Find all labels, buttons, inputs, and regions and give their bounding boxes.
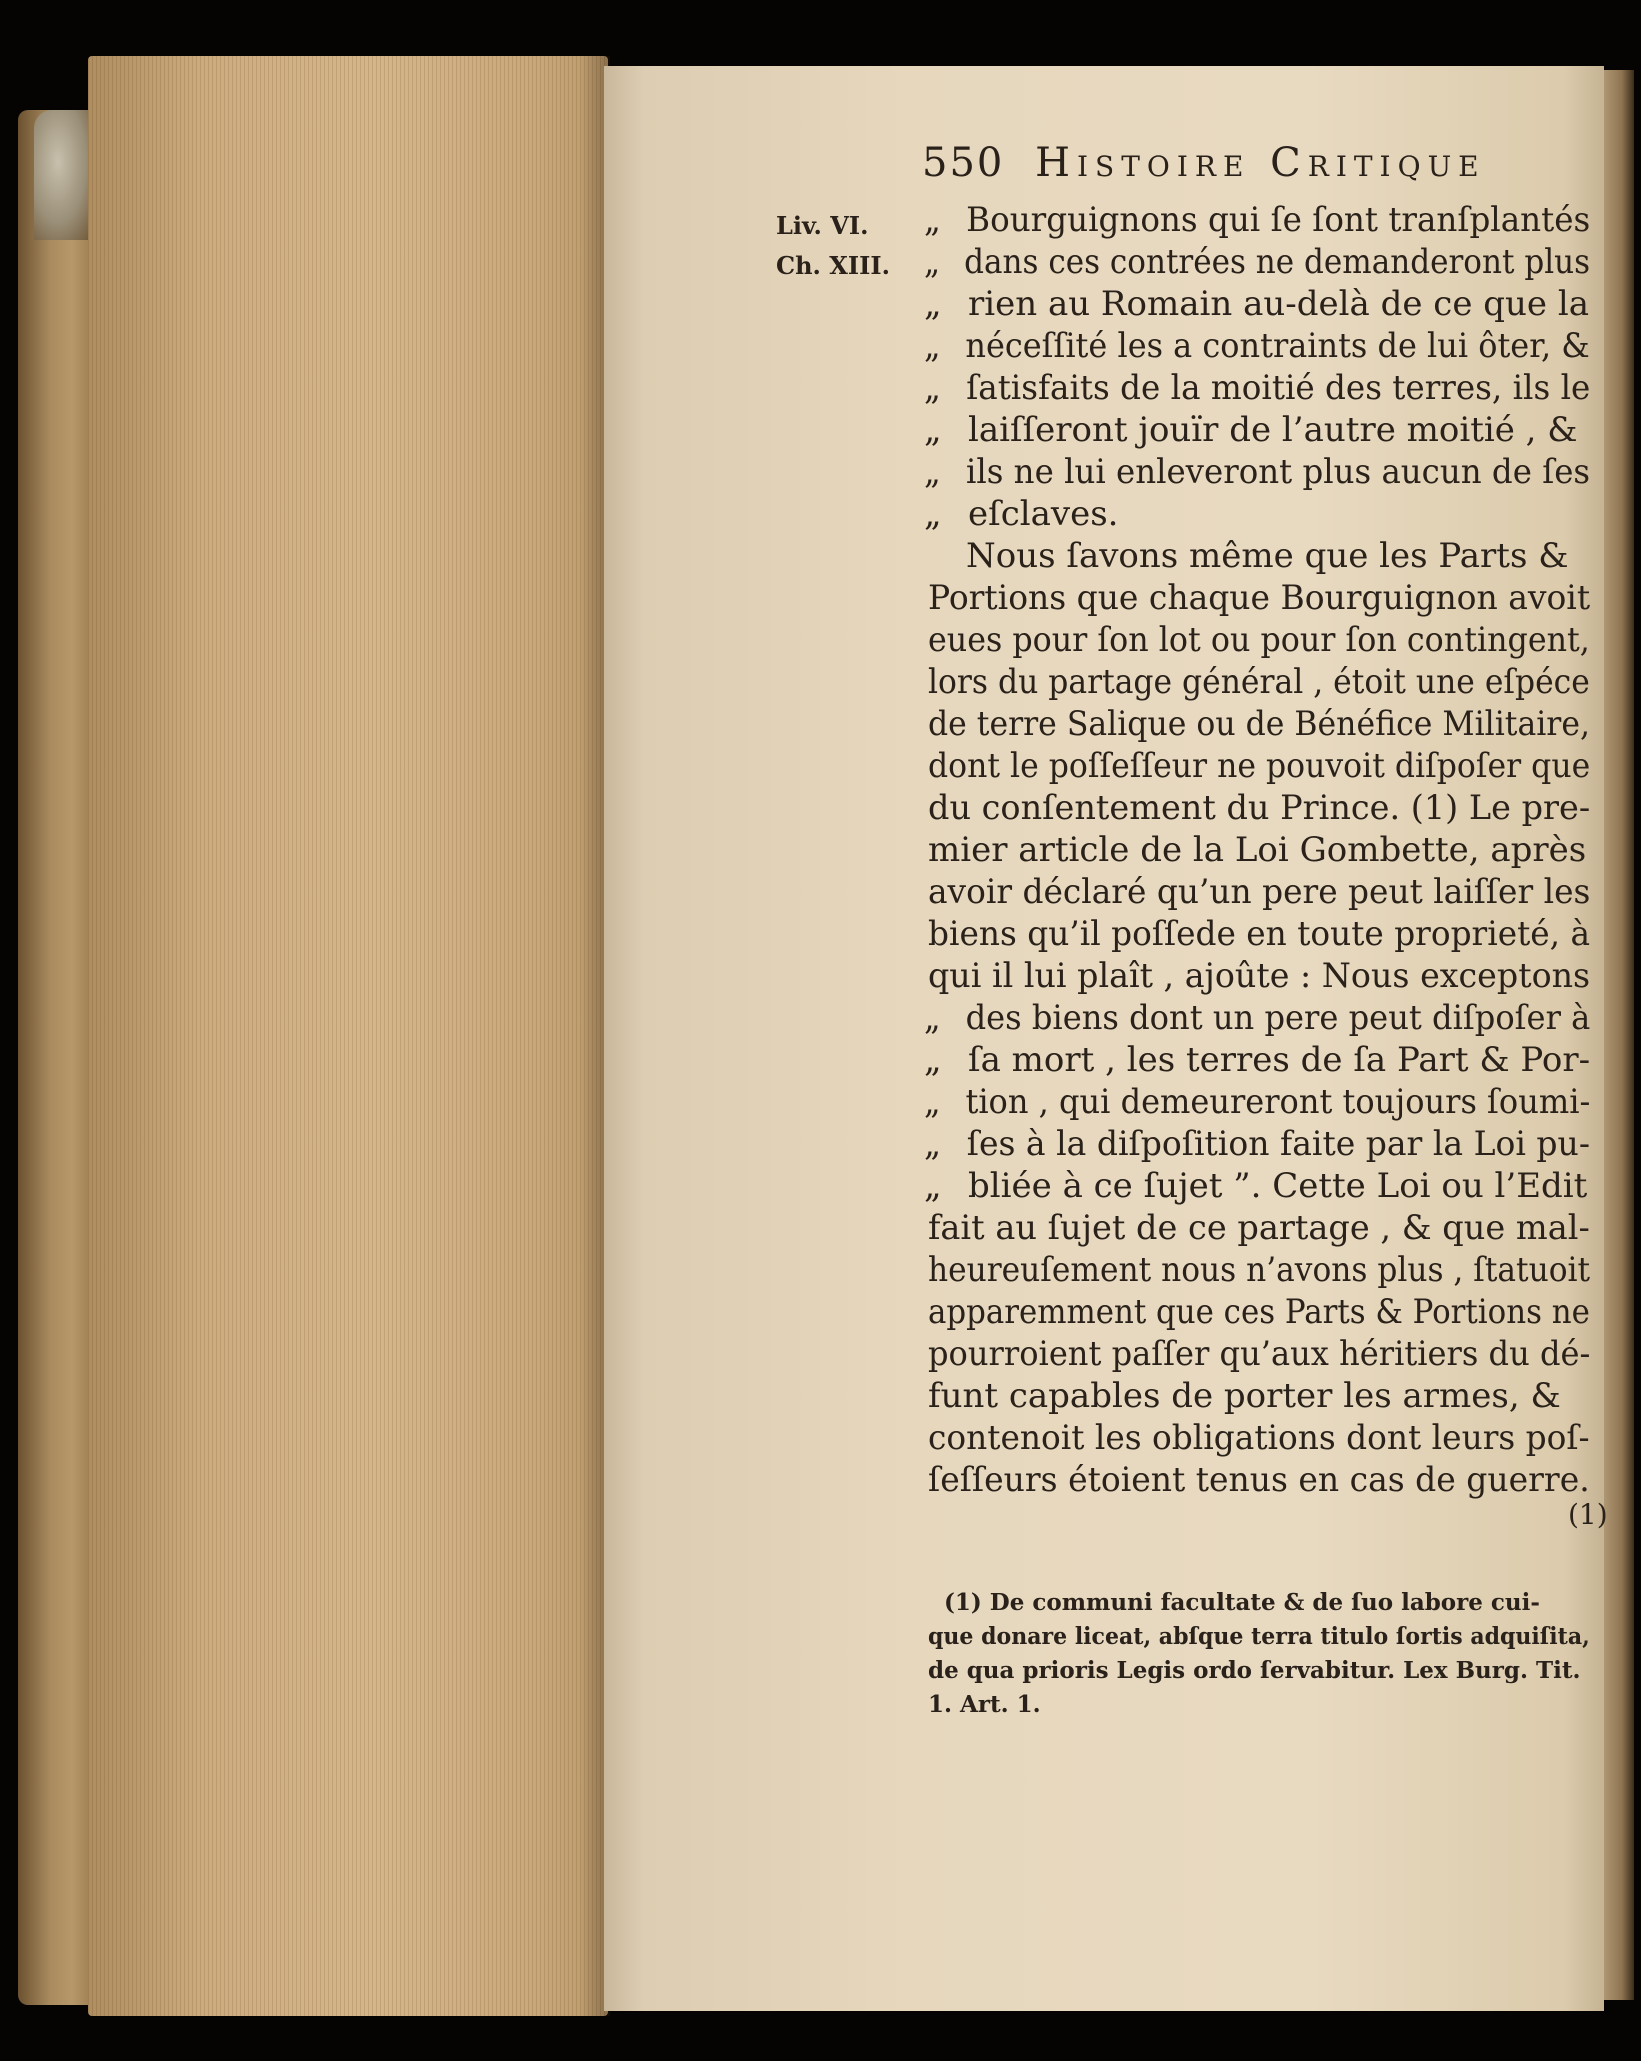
text-line: ſeſſeurs étoient tenus en cas de guerre. [928,1460,1590,1500]
page-number: 550 [922,140,1005,186]
footnote-line: que donare liceat, abſque terra titulo ſortis adquiſita, [928,1623,1590,1650]
text-line: „ ils ne lui enleveront plus aucun de ſes [924,452,1591,492]
text-line: biens qu’il poſſede en toute proprieté, à [928,914,1591,954]
text-line: „ rien au Romain au-delà de ce que la [924,284,1589,324]
right-page-edge [1604,70,1634,2000]
text-line: lors du partage général , étoit une eſpéce [928,662,1590,702]
text-line: „ laiſſeront jouïr de l’autre moitié , & [924,410,1578,450]
page-block-edge [88,56,608,2016]
margin-note-chapter: Ch. XIII. [776,251,890,280]
text-line: „ Bourguignons qui ſe ſont tranſplantés [924,200,1591,240]
running-title: Histoire Critique [1035,140,1486,186]
text-line: „ dans ces contrées ne demanderont plus [924,242,1591,282]
text-line: Portions que chaque Bourguignon avoit [928,578,1591,618]
text-line: fait au ſujet de ce partage , & que mal- [928,1208,1590,1248]
text-line: contenoit les obligations dont leurs poſ- [928,1418,1590,1458]
text-line: avoir déclaré qu’un pere peut laiſſer les [928,872,1591,912]
text-line: eues pour ſon lot ou pour ſon contingent, [928,620,1590,660]
text-line: dont le poſſeſſeur ne pouvoit diſpoſer que [928,746,1591,786]
text-line: funt capables de porter les armes, & [928,1376,1561,1416]
text-line: „ ſatisfaits de la moitié des terres, ils le [924,368,1591,408]
text-line: „ eſclaves. [924,494,1119,534]
text-line: „ des biens dont un pere peut diſpoſer à [924,998,1591,1038]
text-line: pourroient paſſer qu’aux héritiers du dé- [928,1334,1591,1374]
continuation-marker: (1) [1568,1498,1608,1531]
text-line: de terre Salique ou de Bénéfice Militaire, [928,704,1590,744]
worn-cover-corner [34,110,94,240]
margin-note-book: Liv. VI. [776,211,869,240]
footnote-line: (1) De communi facultate & de ſuo labore cui- [944,1589,1540,1616]
text-line: mier article de la Loi Gombette, après [928,830,1587,870]
text-line: qui il lui plaît , ajoûte : Nous exceptons [928,956,1591,996]
text-line: „ ſa mort , les terres de ſa Part & Por- [924,1040,1591,1080]
text-line: „ tion , qui demeureront toujours ſoumi- [924,1082,1591,1122]
footnote-line: de qua prioris Legis ordo ſervabitur. Lex Burg. Tit. [928,1657,1581,1684]
text-line: du conſentement du Prince. (1) Le pre- [928,788,1591,828]
text-line: Nous ſavons même que les Parts & [966,536,1569,576]
page-header [922,140,1486,186]
footnote-line: 1. Art. 1. [928,1691,1041,1718]
text-line: „ ſes à la diſpoſition faite par la Loi pu- [924,1124,1590,1164]
text-line: „ bliée à ce ſujet ”. Cette Loi ou l’Edit [924,1166,1588,1206]
text-line: heureuſement nous n’avons plus , ſtatuoit [928,1250,1591,1290]
margin-note [776,206,890,286]
text-line: „ néceſſité les a contraints de lui ôter, & [924,326,1590,366]
text-line: apparemment que ces Parts & Portions ne [928,1292,1590,1332]
